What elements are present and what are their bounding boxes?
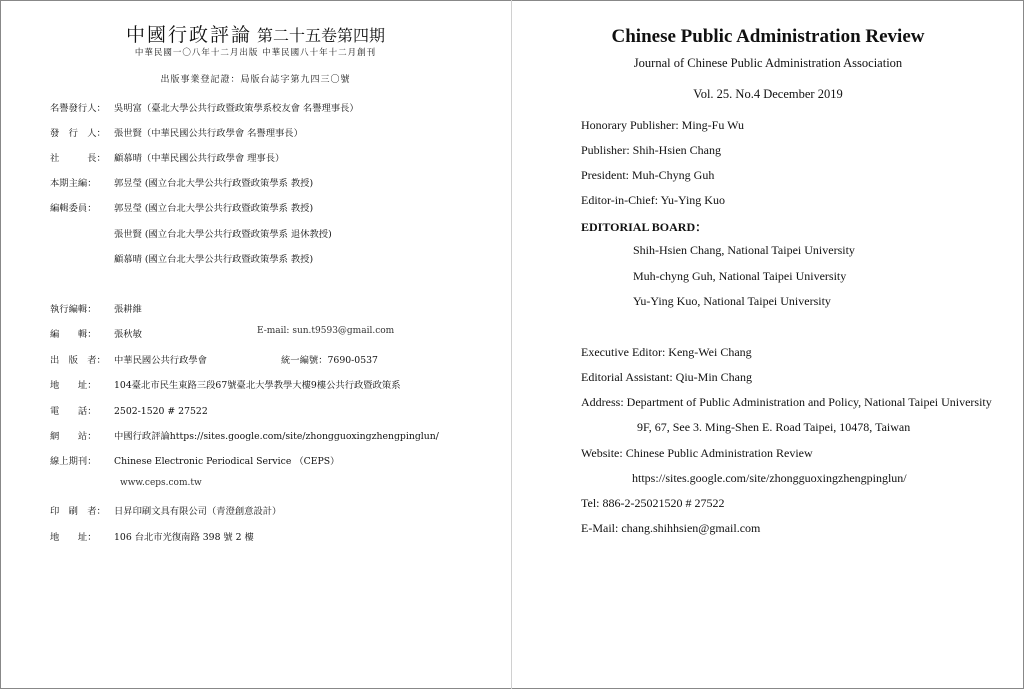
right-page — [512, 0, 1024, 689]
row-publisher: 發 行 人： 張世賢（中華民國公共行政學會 名譽理事長） — [50, 128, 303, 139]
english-email[interactable]: E-Mail: chang.shihhsien@gmail.com — [581, 521, 761, 535]
row-publisher-org: 出 版 者： 中華民國公共行政學會 — [50, 355, 207, 366]
row-executive-editor: 執行編輯： 張耕維 — [50, 304, 142, 315]
telephone: Tel: 886-2-25021520 # 27522 — [581, 496, 725, 510]
row-president: 社 長： 顧慕晴（中華民國公共行政學會 理事長） — [50, 153, 285, 164]
row-editorial-board-2: 張世賢 (國立台北大學公共行政暨政策學系 退休教授) — [114, 229, 332, 240]
website: Website: Chinese Public Administration Review — [581, 446, 813, 460]
editor-in-chief: Editor-in-Chief: Yu-Ying Kuo — [581, 193, 725, 207]
ceps-url[interactable]: www.ceps.com.tw — [120, 478, 202, 488]
row-chief-editor: 本期主編： 郭昱瑩 (國立台北大學公共行政暨政策學系 教授) — [50, 178, 314, 189]
row-editorial-board-3: 顧慕晴 (國立台北大學公共行政暨政策學系 教授) — [114, 254, 314, 265]
registration-line: 出版事業登記證：局版台誌字第九四三〇號 — [160, 75, 351, 85]
chinese-email[interactable]: E-mail: sun.t9593@gmail.com — [257, 326, 395, 336]
chinese-subtitle: 中華民國一〇八年十二月出版 中華民國八十年十二月創刊 — [134, 48, 377, 58]
row-editorial-board: 編輯委員： 郭昱瑩 (國立台北大學公共行政暨政策學系 教授) — [50, 203, 314, 214]
left-page — [0, 0, 511, 689]
volume-line: Vol. 25. No.4 December 2019 — [693, 87, 843, 101]
address-line-2: 9F, 67, See 3. Ming-Shen E. Road Taipei, 10478, Taiwan — [637, 420, 911, 434]
president: President: Muh-Chyng Guh — [581, 168, 715, 182]
board-member: Shih-Hsien Chang, National Taipei University — [633, 243, 855, 257]
row-printer: 印 刷 者： 日昇印刷文具有限公司（青澄創意設計） — [50, 506, 282, 517]
editorial-assistant: Editorial Assistant: Qiu-Min Chang — [581, 370, 752, 384]
row-honorary-publisher: 名譽發行人： 吳明富（臺北大學公共行政暨政策學系校友會 名譽理事長） — [50, 103, 359, 114]
chinese-title-main: 中國行政評論 — [125, 24, 252, 46]
row-printer-address: 地 址： 106 台北市光復南路 398 號 2 樓 — [50, 532, 254, 543]
journal-name: Journal of Chinese Public Administration Association — [633, 56, 903, 70]
english-title: Chinese Public Administration Review — [611, 26, 925, 47]
address: Address: Department of Public Administration and Policy, National Taipei University — [581, 395, 992, 409]
row-address: 地 址： 104臺北市民生東路三段67號臺北大學教學大樓9樓公共行政暨政策系 — [50, 380, 401, 391]
editorial-board-heading: EDITORIAL BOARD： — [581, 220, 708, 234]
chinese-website-link[interactable]: 中國行政評論https://sites.google.com/site/zhongguoxingzhengpinglun/ — [114, 431, 439, 442]
row-online-journal: 線上期刊： Chinese Electronic Periodical Service （CEPS） — [50, 456, 340, 467]
row-editor: 編 輯： 張秋敏 — [50, 329, 142, 340]
executive-editor: Executive Editor: Keng-Wei Chang — [581, 345, 752, 359]
board-member: Yu-Ying Kuo, National Taipei University — [633, 294, 831, 308]
chinese-title-issue: 第二十五卷第四期 — [257, 26, 386, 45]
publisher: Publisher: Shih-Hsien Chang — [581, 143, 721, 157]
row-phone: 電 話： 2502-1520 # 27522 — [50, 406, 208, 417]
website-url[interactable]: https://sites.google.com/site/zhongguoxingzhengpinglun/ — [632, 471, 907, 485]
honorary-publisher: Honorary Publisher: Ming-Fu Wu — [581, 118, 744, 132]
row-website: 網 站： 中國行政評論https://sites.google.com/site/zhongguoxingzhengpinglun/ — [50, 431, 439, 442]
chinese-title — [0, 20, 511, 47]
unified-number: 統一編號：7690-0537 — [281, 355, 378, 366]
board-member: Muh-chyng Guh, National Taipei University — [633, 269, 847, 283]
